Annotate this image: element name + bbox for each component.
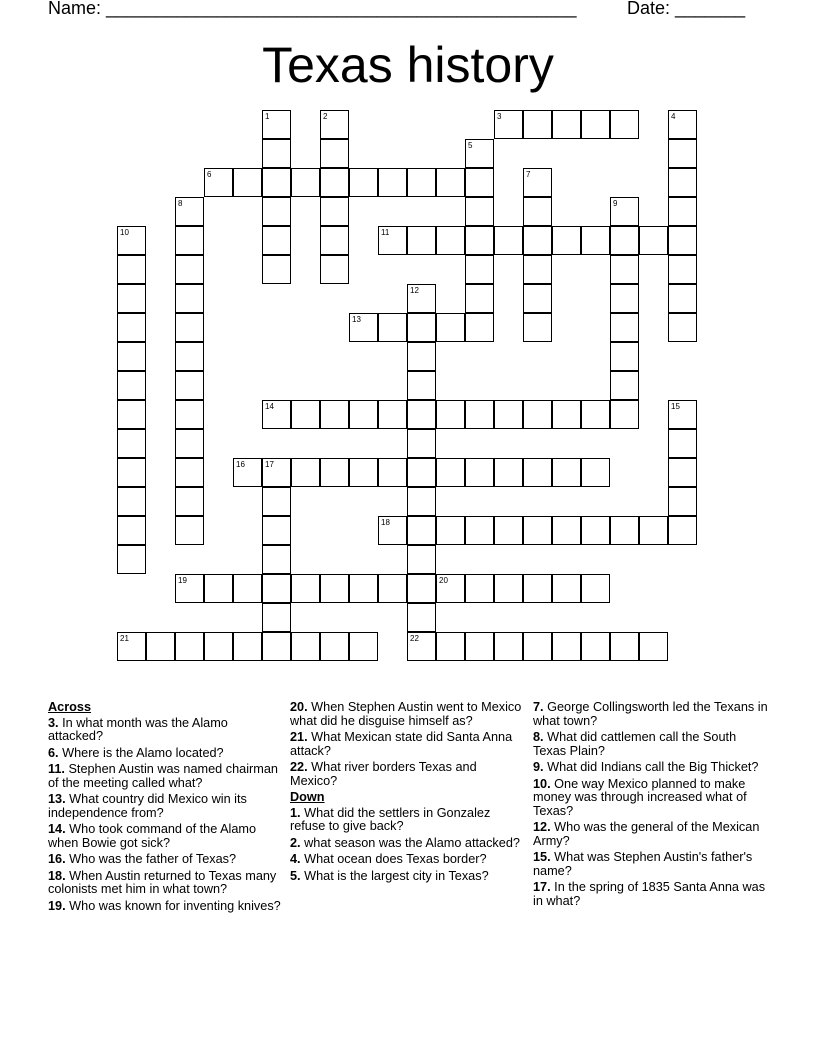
grid-cell[interactable] xyxy=(436,400,465,429)
grid-cell[interactable] xyxy=(610,197,639,226)
grid-cell[interactable] xyxy=(494,458,523,487)
clue-item xyxy=(533,701,769,728)
grid-cell[interactable] xyxy=(668,168,697,197)
grid-cell[interactable] xyxy=(668,284,697,313)
name-field-label[interactable]: Name: _______________________________________________ xyxy=(48,0,577,18)
grid-cell[interactable] xyxy=(610,284,639,313)
clue-text: One way Mexico planned to make money was through increased what of Texas? xyxy=(533,776,747,818)
clue-number: 7 xyxy=(526,170,531,179)
grid-cell[interactable] xyxy=(233,458,262,487)
grid-cell[interactable] xyxy=(378,458,407,487)
clue-num: 6. xyxy=(48,745,59,760)
clue-num: 7. xyxy=(533,700,544,714)
grid-cell[interactable] xyxy=(291,168,320,197)
grid-cell[interactable] xyxy=(494,226,523,255)
clue-item xyxy=(290,837,526,851)
clue-item xyxy=(290,807,526,834)
grid-cell[interactable] xyxy=(262,516,291,545)
clue-text: what season was the Alamo attacked? xyxy=(300,835,520,850)
grid-cell[interactable] xyxy=(523,255,552,284)
grid-cell[interactable] xyxy=(465,197,494,226)
grid-cell[interactable] xyxy=(552,632,581,661)
clue-item xyxy=(290,731,526,758)
grid-cell[interactable] xyxy=(407,371,436,400)
clue-text: What did the settlers in Gonzalez refuse to give back? xyxy=(290,805,491,833)
grid-cell[interactable] xyxy=(378,574,407,603)
grid-cell[interactable] xyxy=(581,516,610,545)
grid-cell[interactable] xyxy=(407,400,436,429)
clue-text: Who was the father of Texas? xyxy=(65,852,237,866)
grid-cell[interactable] xyxy=(320,400,349,429)
clue-number: 9 xyxy=(613,199,618,208)
grid-cell[interactable] xyxy=(262,400,291,429)
grid-cell[interactable] xyxy=(262,487,291,516)
grid-cell[interactable] xyxy=(320,168,349,197)
grid-cell[interactable] xyxy=(407,603,436,632)
clue-num: 19. xyxy=(48,898,66,913)
grid-cell[interactable] xyxy=(233,632,262,661)
grid-cell[interactable] xyxy=(494,516,523,545)
clue-num: 22. xyxy=(290,760,308,774)
clue-number: 11 xyxy=(381,228,390,237)
grid-cell[interactable] xyxy=(523,400,552,429)
clue-item xyxy=(48,793,284,820)
clue-item xyxy=(48,717,284,744)
grid-cell[interactable] xyxy=(552,574,581,603)
grid-cell[interactable] xyxy=(465,313,494,342)
grid-cell[interactable] xyxy=(552,110,581,139)
grid-cell[interactable] xyxy=(407,284,436,313)
clue-num: 11. xyxy=(48,762,65,776)
clue-number: 4 xyxy=(671,112,676,121)
grid-cell[interactable] xyxy=(320,458,349,487)
grid-cell[interactable] xyxy=(407,429,436,458)
clue-num: 1. xyxy=(290,805,301,820)
grid-cell[interactable] xyxy=(639,226,668,255)
clue-text: In what month was the Alamo attacked? xyxy=(48,715,228,743)
grid-cell[interactable] xyxy=(494,574,523,603)
grid-cell[interactable] xyxy=(523,313,552,342)
grid-cell[interactable] xyxy=(175,400,204,429)
grid-cell[interactable] xyxy=(175,255,204,284)
grid-cell[interactable] xyxy=(117,400,146,429)
grid-cell[interactable] xyxy=(262,168,291,197)
grid-cell[interactable] xyxy=(320,632,349,661)
grid-cell[interactable] xyxy=(523,168,552,197)
clue-column-2 xyxy=(290,701,526,886)
grid-cell[interactable] xyxy=(610,226,639,255)
clue-number: 12 xyxy=(410,286,419,295)
clue-text: When Stephen Austin went to Mexico what did he disguise himself as? xyxy=(290,700,522,728)
clue-item xyxy=(48,823,284,850)
clue-number: 15 xyxy=(671,402,680,411)
grid-cell[interactable] xyxy=(465,226,494,255)
grid-cell[interactable] xyxy=(407,545,436,574)
grid-cell[interactable] xyxy=(668,197,697,226)
clue-text: Stephen Austin was named chairman of the meeting called what? xyxy=(48,762,278,790)
grid-cell[interactable] xyxy=(407,313,436,342)
clue-text: What river borders Texas and Mexico? xyxy=(290,760,477,788)
clue-number: 22 xyxy=(410,634,419,643)
grid-cell[interactable] xyxy=(117,226,146,255)
grid-cell[interactable] xyxy=(233,574,262,603)
clue-text: What is the largest city in Texas? xyxy=(300,868,489,883)
grid-cell[interactable] xyxy=(668,487,697,516)
grid-cell[interactable] xyxy=(407,342,436,371)
clue-num: 3. xyxy=(48,715,59,730)
clue-num: 8. xyxy=(533,730,544,744)
grid-cell[interactable] xyxy=(436,168,465,197)
clue-num: 2. xyxy=(290,835,301,850)
grid-cell[interactable] xyxy=(175,226,204,255)
grid-cell[interactable] xyxy=(581,632,610,661)
grid-cell[interactable] xyxy=(204,632,233,661)
clue-item xyxy=(290,761,526,788)
grid-cell[interactable] xyxy=(291,632,320,661)
clue-number: 3 xyxy=(497,112,502,121)
clue-item xyxy=(533,778,769,819)
grid-cell[interactable] xyxy=(465,458,494,487)
grid-cell[interactable] xyxy=(552,226,581,255)
grid-cell[interactable] xyxy=(320,110,349,139)
grid-cell[interactable] xyxy=(523,574,552,603)
grid-cell[interactable] xyxy=(581,226,610,255)
grid-cell[interactable] xyxy=(407,632,436,661)
grid-cell[interactable] xyxy=(117,632,146,661)
clue-text: In the spring of 1835 Santa Anna was in what? xyxy=(533,880,766,908)
grid-cell[interactable] xyxy=(610,313,639,342)
grid-cell[interactable] xyxy=(465,139,494,168)
grid-cell[interactable] xyxy=(436,226,465,255)
grid-cell[interactable] xyxy=(610,110,639,139)
clue-text: What Mexican state did Santa Anna attack? xyxy=(290,730,513,758)
clue-text: George Collingsworth led the Texans in what town? xyxy=(533,700,768,728)
grid-cell[interactable] xyxy=(175,284,204,313)
grid-cell[interactable] xyxy=(117,313,146,342)
grid-cell[interactable] xyxy=(668,255,697,284)
grid-cell[interactable] xyxy=(581,110,610,139)
grid-cell[interactable] xyxy=(494,632,523,661)
grid-cell[interactable] xyxy=(494,110,523,139)
grid-cell[interactable] xyxy=(523,226,552,255)
clue-text: What did cattlemen call the South Texas Plain? xyxy=(533,730,737,758)
grid-cell[interactable] xyxy=(262,139,291,168)
grid-cell[interactable] xyxy=(610,371,639,400)
grid-cell[interactable] xyxy=(175,313,204,342)
grid-cell[interactable] xyxy=(262,197,291,226)
clue-item xyxy=(533,821,769,848)
grid-cell[interactable] xyxy=(117,371,146,400)
clue-item xyxy=(48,763,284,790)
grid-cell[interactable] xyxy=(610,516,639,545)
grid-cell[interactable] xyxy=(581,458,610,487)
clue-text: What was Stephen Austin's father's name? xyxy=(533,850,753,878)
grid-cell[interactable] xyxy=(320,139,349,168)
grid-cell[interactable] xyxy=(262,226,291,255)
date-field-label[interactable]: Date: _______ xyxy=(627,0,746,18)
grid-cell[interactable] xyxy=(407,574,436,603)
grid-cell[interactable] xyxy=(175,371,204,400)
grid-cell[interactable] xyxy=(465,168,494,197)
clue-item xyxy=(290,701,526,728)
grid-cell[interactable] xyxy=(233,168,262,197)
grid-cell[interactable] xyxy=(349,400,378,429)
grid-cell[interactable] xyxy=(668,458,697,487)
grid-cell[interactable] xyxy=(552,458,581,487)
grid-cell[interactable] xyxy=(436,516,465,545)
clue-number: 16 xyxy=(236,460,245,469)
grid-cell[interactable] xyxy=(175,487,204,516)
grid-cell[interactable] xyxy=(581,574,610,603)
grid-cell[interactable] xyxy=(407,516,436,545)
clue-item xyxy=(48,870,284,897)
clue-number: 8 xyxy=(178,199,183,208)
clue-item xyxy=(533,881,769,908)
grid-cell[interactable] xyxy=(262,574,291,603)
grid-cell[interactable] xyxy=(610,342,639,371)
grid-cell[interactable] xyxy=(204,574,233,603)
grid-cell[interactable] xyxy=(291,574,320,603)
clue-number: 5 xyxy=(468,141,473,150)
grid-cell[interactable] xyxy=(668,139,697,168)
clue-item xyxy=(533,851,769,878)
grid-cell[interactable] xyxy=(610,255,639,284)
clue-number: 21 xyxy=(120,634,129,643)
grid-cell[interactable] xyxy=(320,255,349,284)
clue-number: 18 xyxy=(381,518,390,527)
grid-cell[interactable] xyxy=(668,429,697,458)
grid-cell[interactable] xyxy=(262,545,291,574)
clue-text: Who was known for inventing knives? xyxy=(65,898,281,913)
grid-cell[interactable] xyxy=(262,255,291,284)
grid-cell[interactable] xyxy=(117,516,146,545)
grid-cell[interactable] xyxy=(436,313,465,342)
grid-cell[interactable] xyxy=(262,632,291,661)
clue-number: 2 xyxy=(323,112,328,121)
grid-cell[interactable] xyxy=(117,429,146,458)
clue-num: 13. xyxy=(48,792,66,806)
grid-cell[interactable] xyxy=(175,429,204,458)
clue-text: Where is the Alamo located? xyxy=(58,745,224,760)
grid-cell[interactable] xyxy=(320,197,349,226)
clue-text: Who took command of the Alamo when Bowie got sick? xyxy=(48,822,257,850)
grid-cell[interactable] xyxy=(175,197,204,226)
grid-cell[interactable] xyxy=(436,632,465,661)
grid-cell[interactable] xyxy=(378,168,407,197)
grid-cell[interactable] xyxy=(465,516,494,545)
clue-num: 15. xyxy=(533,850,551,864)
grid-cell[interactable] xyxy=(320,574,349,603)
grid-cell[interactable] xyxy=(378,313,407,342)
grid-cell[interactable] xyxy=(175,342,204,371)
grid-cell[interactable] xyxy=(349,574,378,603)
grid-cell[interactable] xyxy=(610,400,639,429)
grid-cell[interactable] xyxy=(262,603,291,632)
clue-item xyxy=(533,761,769,775)
grid-cell[interactable] xyxy=(523,516,552,545)
grid-cell[interactable] xyxy=(610,632,639,661)
clue-num: 10. xyxy=(533,776,551,791)
grid-cell[interactable] xyxy=(668,400,697,429)
clue-column-3 xyxy=(533,701,769,911)
grid-cell[interactable] xyxy=(117,342,146,371)
grid-cell[interactable] xyxy=(494,400,523,429)
grid-cell[interactable] xyxy=(465,255,494,284)
clue-num: 4. xyxy=(290,852,301,866)
grid-cell[interactable] xyxy=(436,574,465,603)
grid-cell[interactable] xyxy=(378,516,407,545)
clue-text: Who was the general of the Mexican Army? xyxy=(533,820,760,848)
grid-cell[interactable] xyxy=(349,632,378,661)
grid-cell[interactable] xyxy=(117,255,146,284)
grid-cell[interactable] xyxy=(407,458,436,487)
clue-num: 18. xyxy=(48,868,66,883)
clue-num: 21. xyxy=(290,730,308,744)
grid-cell[interactable] xyxy=(523,632,552,661)
grid-cell[interactable] xyxy=(639,632,668,661)
grid-cell[interactable] xyxy=(552,400,581,429)
grid-cell[interactable] xyxy=(465,284,494,313)
grid-cell[interactable] xyxy=(465,400,494,429)
grid-cell[interactable] xyxy=(349,313,378,342)
grid-cell[interactable] xyxy=(407,226,436,255)
clue-num: 20. xyxy=(290,700,308,714)
grid-cell[interactable] xyxy=(262,458,291,487)
grid-cell[interactable] xyxy=(262,110,291,139)
grid-cell[interactable] xyxy=(175,632,204,661)
clue-num: 9. xyxy=(533,760,544,774)
across-heading: Across xyxy=(48,700,92,714)
down-heading: Down xyxy=(290,790,325,804)
grid-cell[interactable] xyxy=(668,516,697,545)
clue-item xyxy=(533,731,769,758)
clue-number: 10 xyxy=(120,228,129,237)
grid-cell[interactable] xyxy=(117,458,146,487)
clue-number: 6 xyxy=(207,170,212,179)
clue-number: 19 xyxy=(178,576,187,585)
grid-cell[interactable] xyxy=(523,458,552,487)
grid-cell[interactable] xyxy=(320,226,349,255)
grid-cell[interactable] xyxy=(523,110,552,139)
grid-cell[interactable] xyxy=(552,516,581,545)
grid-cell[interactable] xyxy=(175,516,204,545)
grid-cell[interactable] xyxy=(668,226,697,255)
clue-text: When Austin returned to Texas many colonists met him in what town? xyxy=(48,868,277,896)
grid-cell[interactable] xyxy=(349,458,378,487)
grid-cell[interactable] xyxy=(175,458,204,487)
grid-cell[interactable] xyxy=(581,400,610,429)
clue-item xyxy=(290,870,526,884)
grid-cell[interactable] xyxy=(407,168,436,197)
grid-cell[interactable] xyxy=(668,110,697,139)
clue-number: 20 xyxy=(439,576,448,585)
grid-cell[interactable] xyxy=(117,545,146,574)
clue-num: 12. xyxy=(533,820,551,834)
grid-cell[interactable] xyxy=(523,284,552,313)
grid-cell[interactable] xyxy=(436,458,465,487)
clue-num: 17. xyxy=(533,880,551,894)
grid-cell[interactable] xyxy=(291,458,320,487)
grid-cell[interactable] xyxy=(378,400,407,429)
clue-item xyxy=(48,900,284,914)
clue-num: 14. xyxy=(48,822,66,836)
grid-cell[interactable] xyxy=(465,632,494,661)
clue-num: 5. xyxy=(290,868,301,883)
grid-cell[interactable] xyxy=(291,400,320,429)
clue-item xyxy=(48,747,284,761)
grid-cell[interactable] xyxy=(639,516,668,545)
clue-number: 1 xyxy=(265,112,270,121)
grid-cell[interactable] xyxy=(378,226,407,255)
grid-cell[interactable] xyxy=(204,168,233,197)
clue-number: 17 xyxy=(265,460,274,469)
clue-item xyxy=(290,853,526,867)
grid-cell[interactable] xyxy=(668,313,697,342)
clue-number: 13 xyxy=(352,315,361,324)
grid-cell[interactable] xyxy=(465,574,494,603)
grid-cell[interactable] xyxy=(117,284,146,313)
grid-cell[interactable] xyxy=(117,487,146,516)
clue-number: 14 xyxy=(265,402,274,411)
grid-cell[interactable] xyxy=(407,487,436,516)
grid-cell[interactable] xyxy=(523,197,552,226)
grid-cell[interactable] xyxy=(146,632,175,661)
grid-cell[interactable] xyxy=(175,574,204,603)
clue-text: What did Indians call the Big Thicket? xyxy=(543,760,759,774)
clue-num: 16. xyxy=(48,852,66,866)
clue-text: What country did Mexico win its independence from? xyxy=(48,792,247,820)
grid-cell[interactable] xyxy=(349,168,378,197)
clue-item xyxy=(48,853,284,867)
page-title: Texas history xyxy=(262,37,554,93)
clue-column-1 xyxy=(48,701,284,916)
clue-text: What ocean does Texas border? xyxy=(300,852,487,866)
